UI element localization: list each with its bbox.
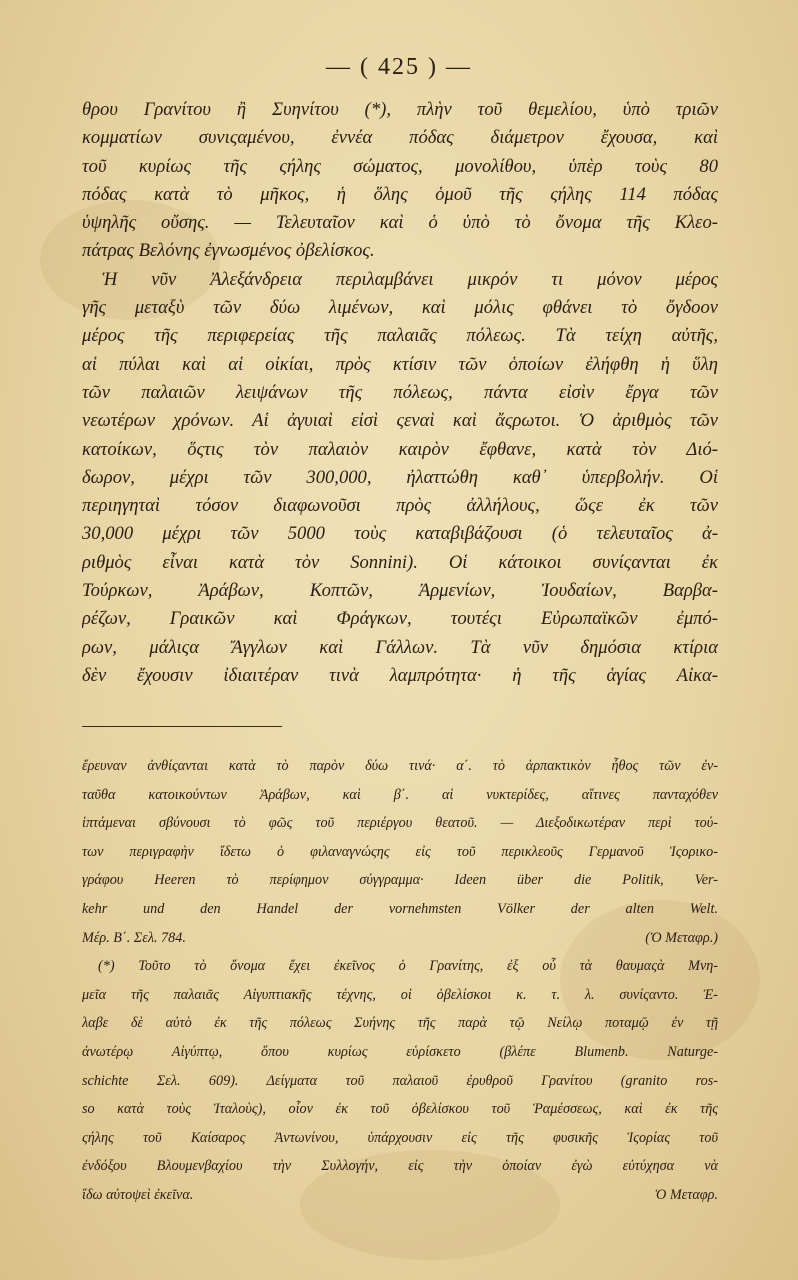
text-line: νεωτέρων χρόνων. Αἱ ἀγυιαὶ εἰσὶ ςεναὶ καὶ ἄςρωτοι. Ὁ ἀριθμὸς τῶν [82, 410, 718, 432]
footnote-line: μεῖα τῆς παλαιᾶς Αἰγυπτιακῆς τέχνης, οἱ ὀβελίσκοι κ. τ. λ. συνίςαντο. Ἐ- [82, 986, 718, 1003]
footnote-line: kehr und den Handel der vornehmsten Völker der alten Welt. [82, 900, 718, 917]
text-line: τοῦ κυρίως τῆς ςήλης σώματος, μονολίθου, ὑπὲρ τοὺς 80 [82, 155, 718, 177]
text-line: 30,000 μέχρι τῶν 5000 τοὺς καταβιβάζουσι (ὁ τελευταῖος ἀ- [82, 523, 718, 545]
footnote-line: γράφου Heeren τὸ περίφημον σύγγραμμα· Ideen über die Politik, Ver- [82, 872, 718, 889]
translator-signature: (Ὁ Μεταφρ.) [645, 929, 718, 946]
text-line: δὲν ἔχουσιν ἰδιαιτέραν τινὰ λαμπρότητα· ἡ τῆς ἁγίας Αἰκα- [82, 664, 718, 686]
body-text [82, 96, 718, 690]
footnote-line: ςήλης τοῦ Καίσαρος Ἀντωνίνου, ὑπάρχουσιν εἰς τῆς φυσικῆς Ἱςορίας τοῦ [82, 1129, 718, 1146]
footnotes [82, 752, 718, 1210]
footnote-line: των περιγραφὴν ἴδετω ὁ φιλαναγνώςης εἰς τοῦ περικλεοῦς Γερμανοῦ Ἱςορικο- [82, 843, 718, 860]
text-line: αἱ πύλαι καὶ αἱ οἰκίαι, πρὸς κτίσιν τῶν ὁποίων ἐλήφθη ἡ ὕλη [82, 353, 718, 375]
text-line: Ἡ νῦν Ἀλεξάνδρεια περιλαμβάνει μικρόν τι μόνον μέρος [102, 268, 718, 290]
text-line: περιηγηταὶ τόσον διαφωνοῦσι πρὸς ἀλλήλους, ὥςε ἐκ τῶν [82, 495, 718, 517]
text-line: κομματίων συνιςαμένου, ἐννέα πόδας διάμετρον ἔχουσα, καὶ [82, 127, 718, 149]
text-line: ριθμὸς εἶναι κατὰ τὸν Sonnini). Οἱ κάτοικοι συνίςανται ἐκ [82, 551, 718, 573]
text-line: ὑψηλῆς οὔσης. — Τελευταῖον καὶ ὁ ὑπὸ τὸ ὄνομα τῆς Κλεο- [82, 212, 718, 234]
text-line: τῶν παλαιῶν λειψάνων τῆς πόλεως, πάντα εἰσὶν ἔργα τῶν [82, 381, 718, 403]
page-number: — ( 425 ) — [326, 54, 472, 80]
text-line: δωρον, μέχρι τῶν 300,000, ἠλαττώθη καθ᾽ ὑπερβολήν. Οἱ [82, 466, 718, 488]
text-line: ρων, μάλιςα Ἄγγλων καὶ Γάλλων. Τὰ νῦν δημόσια κτίρια [82, 636, 718, 658]
footnote-line [82, 924, 718, 953]
footnote-ending: ἴδω αὐτοψεὶ ἐκεῖνα. [82, 1186, 194, 1203]
text-line: θρου Γρανίτου ἢ Συηνίτου (*), πλὴν τοῦ θεμελίου, ὑπὸ τριῶν [82, 99, 718, 120]
footnote-divider [82, 726, 282, 727]
translator-signature: Ὁ Μεταφρ. [654, 1186, 718, 1203]
text-line: πόδας κατὰ τὸ μῆκος, ἡ ὅλης ὁμοῦ τῆς ςήλης 114 πόδας [82, 183, 718, 205]
footnote-line: (*) Τοῦτο τὸ ὄνομα ἔχει ἐκεῖνος ὁ Γρανίτης, ἐξ οὗ τὰ θαυμαςὰ Μνη- [98, 958, 718, 975]
text-line: ρέζων, Γραικῶν καὶ Φράγκων, τουτέςι Εὐρωπαϊκῶν ἐμπό- [82, 608, 718, 630]
text-line: μέρος τῆς περιφερείας τῆς παλαιᾶς πόλεως. Τὰ τείχη αὐτῆς, [82, 325, 718, 347]
footnote-line: ἱπτάμεναι σβύνουσι τὸ φῶς τοῦ περιέργου θεατοῦ. — Διεξοδικωτέραν περὶ τού- [82, 815, 718, 832]
footnote-reference: Μέρ. Β΄. Σελ. 784. [82, 929, 186, 946]
footnote-line: schichte Σελ. 609). Δείγματα τοῦ παλαιοῦ ἐρυθροῦ Γρανίτου (granito ros- [82, 1072, 718, 1089]
text-line: κατοίκων, ὅςτις τὸν παλαιὸν καιρὸν ἔφθανε, κατὰ τὸν Διό- [82, 438, 718, 460]
footnote-line [82, 1181, 718, 1210]
footnote-line: so κατὰ τοὺς Ἰταλοὺς), οἷον ἐκ τοῦ ὀβελίσκου τοῦ Ῥαμέσσεως, καὶ ἐκ τῆς [82, 1101, 718, 1118]
footnote-line: ἐνδόξου Βλουμενβαχίου τὴν Συλλογήν, εἰς τὴν ὁποίαν ἐγὼ εὐτύχησα νὰ [82, 1158, 718, 1175]
footnote-line: ἔρευναν ἀνθίςανται κατὰ τὸ παρὸν δύω τινά· α΄. τὸ ἁρπακτικὸν ἦθος τῶν ἐν- [82, 758, 718, 774]
text-line: Τούρκων, Ἀράβων, Κοπτῶν, Ἀρμενίων, Ἰουδαίων, Βαρβα- [82, 580, 718, 602]
text-line: γῆς μεταξὺ τῶν δύω λιμένων, καὶ μόλις φθάνει τὸ ὄγδοον [82, 297, 718, 319]
text-line: πάτρας Βελόνης ἐγνωσμένος ὀβελίσκος. [82, 240, 375, 262]
footnote-line: ἀνωτέρῳ Αἰγύπτῳ, ὅπου κυρίως εὑρίσκετο (βλέπε Blumenb. Naturge- [82, 1043, 718, 1060]
footnote-line: λαβε δὲ αὐτὸ ἐκ τῆς πόλεως Συήνης τῆς παρὰ τῷ Νείλῳ ποταμῷ ἐν τῇ [82, 1015, 718, 1032]
footnote-line: ταῦθα κατοικούντων Ἀράβων, καὶ β΄. αἱ νυκτερίδες, αἵτινες πανταχόθεν [82, 786, 718, 803]
